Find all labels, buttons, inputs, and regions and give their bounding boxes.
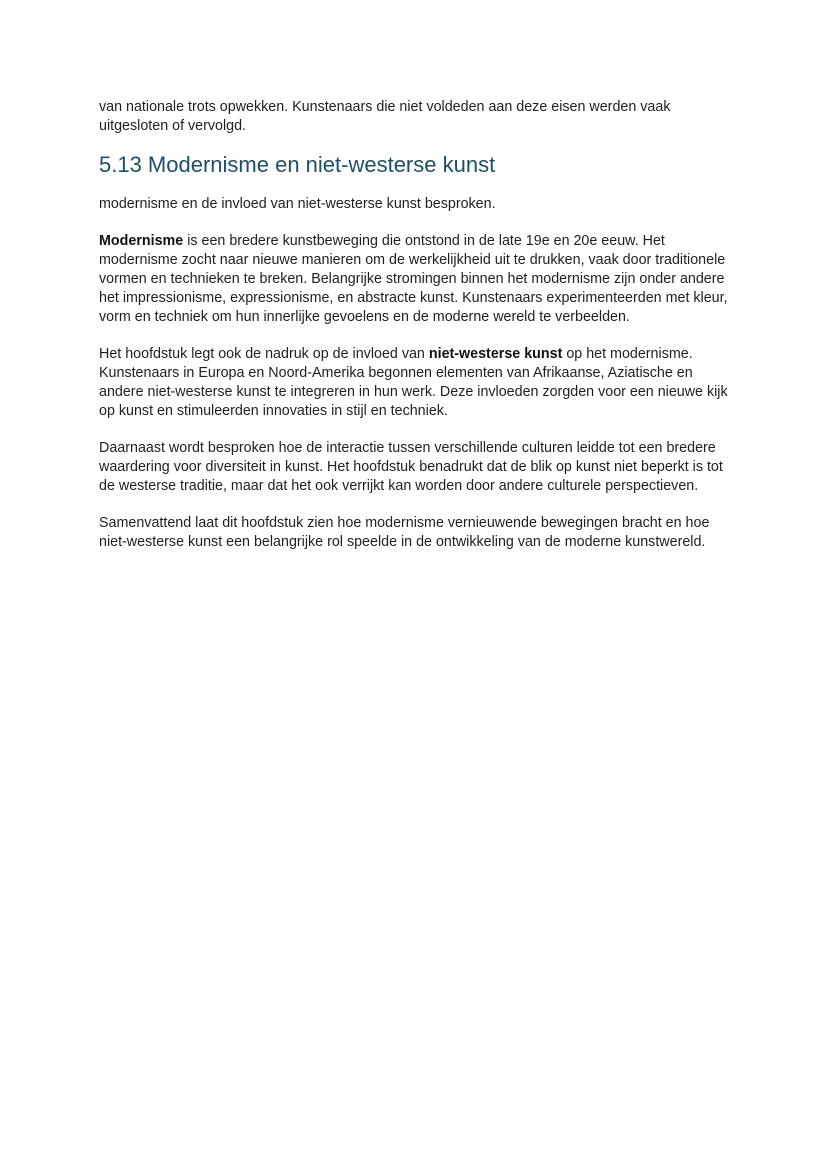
paragraph-text: is een bredere kunstbeweging die ontstond in de late 19e en 20e eeuw. Het modernisme zocht naar nieuwe manieren om de werkelijkheid uit te drukken, vaak door traditionele vormen en technieken te breken. Belangrijke stromingen binnen het modernisme zijn onder andere het impressionisme, expressionisme, en abstracte kunst. Kunstenaars experimenteerden met kleur, vorm en techniek om hun innerlijke gevoelens en de moderne wereld te verbeelden. xyxy=(99,233,728,325)
interactie-paragraph: Daarnaast wordt besproken hoe de interactie tussen verschillende culturen leidde tot een bredere waardering voor diversiteit in kunst. Het hoofdstuk benadrukt dat de blik op kunst niet beperkt is tot de westerse traditie, maar dat het ook verrijkt kan worden door andere culturele perspectieven. xyxy=(99,440,723,494)
section-heading: 5.13 Modernisme en niet-westerse kunst xyxy=(99,152,496,177)
document-content xyxy=(99,98,735,570)
modernisme-paragraph xyxy=(99,232,735,327)
bold-term-niet-westerse-kunst: niet-westerse kunst xyxy=(428,346,563,362)
continued-paragraph: van nationale trots opwekken. Kunstenaars die niet voldeden aan deze eisen werden vaak uitgesloten of vervolgd. xyxy=(99,99,671,134)
summary-paragraph: Samenvattend laat dit hoofdstuk zien hoe modernisme vernieuwende bewegingen bracht en hoe niet-westerse kunst een belangrijke rol speelde in de ontwikkeling van de moderne kunstwereld. xyxy=(99,515,710,550)
bold-term-modernisme: Modernisme xyxy=(99,233,184,249)
niet-westerse-paragraph xyxy=(99,345,735,421)
paragraph-text: Het hoofdstuk legt ook de nadruk op de invloed van xyxy=(99,346,429,362)
intro-paragraph: modernisme en de invloed van niet-westerse kunst besproken. xyxy=(99,196,496,212)
paragraph-text: op het modernisme. Kunstenaars in Europa en Noord-Amerika begonnen elementen van Afrikaanse, Aziatische en andere niet-westerse kunst te integreren in hun werk. Deze invloeden zorgden voor een nieuwe kijk op kunst en stimuleerden innovaties in stijl en techniek. xyxy=(99,346,728,419)
